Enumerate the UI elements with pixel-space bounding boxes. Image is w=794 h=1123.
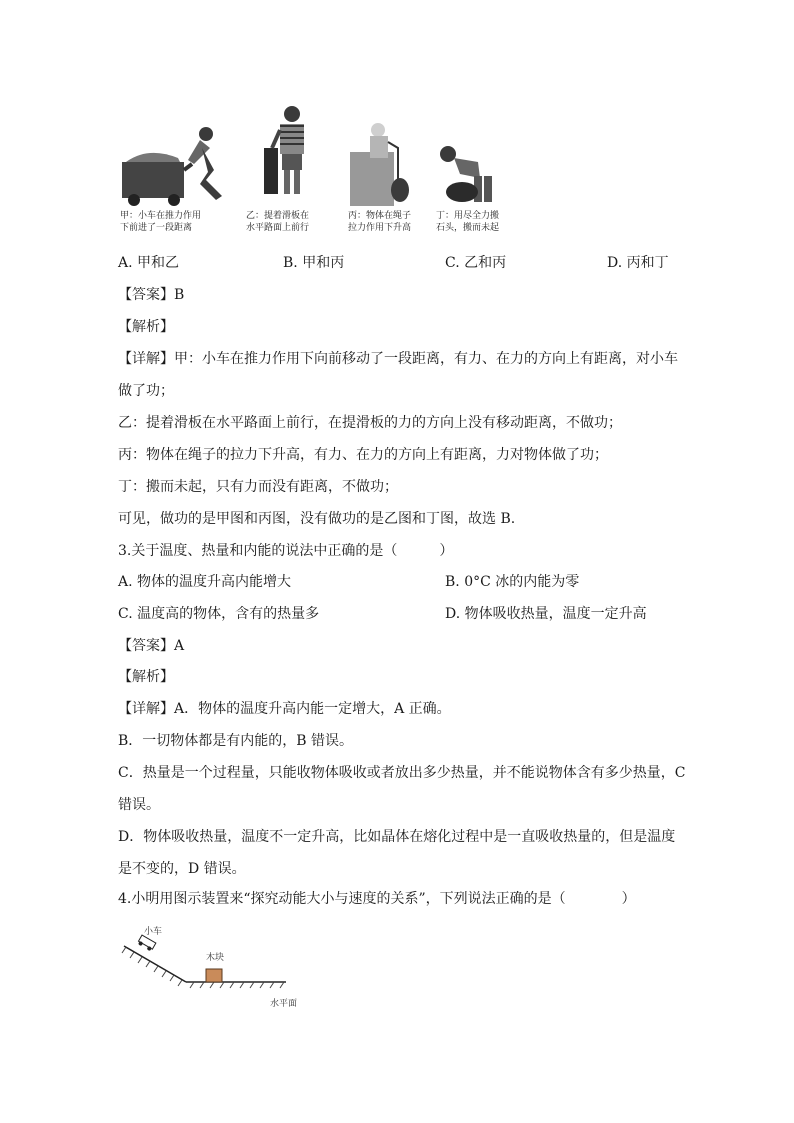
q2-analysis-heading: 【解析】 — [118, 319, 174, 335]
q2-option-d: D. 丙和丁 — [607, 255, 669, 271]
q2-detail-line: 丁：搬而未起，只有力而没有距离，不做功； — [118, 479, 398, 495]
q2-detail-line: 可见，做功的是甲图和丙图，没有做功的是乙图和丁图，故选 B. — [118, 511, 516, 527]
q3-detail-line: 是不变的，D 错误。 — [118, 861, 246, 877]
q2-option-c: C. 乙和丙 — [445, 255, 507, 271]
q3-analysis-heading: 【解析】 — [118, 669, 174, 685]
cart-icon — [137, 935, 156, 952]
label-ground: 水平面 — [270, 999, 298, 1009]
q3-option-d: D. 物体吸收热量，温度一定升高 — [445, 606, 647, 622]
scene-lifting-stone — [436, 144, 500, 206]
q2-option-b: B. 甲和丙 — [283, 255, 345, 271]
caption-yi: 乙：提着滑板在 水平路面上前行 — [246, 211, 310, 233]
q3-detail-line: 【详解】A．物体的温度升高内能一定增大，A 正确。 — [118, 701, 451, 717]
q3-option-a: A. 物体的温度升高内能增大 — [118, 574, 292, 590]
q3-detail-line: C．热量是一个过程量，只能收物体吸收或者放出多少热量，并不能说物体含有多少热量，C — [118, 765, 686, 781]
q3-stem: 3.关于温度、热量和内能的说法中正确的是（ ） — [118, 543, 454, 559]
q2-detail-line: 做了功； — [118, 383, 174, 399]
wood-block-icon — [206, 969, 222, 982]
q2-option-a: A. 甲和乙 — [118, 255, 180, 271]
q4-stem: 4.小明用图示装置来“探究动能大小与速度的关系”，下列说法正确的是（ ） — [118, 891, 636, 907]
q3-option-b: B. 0°C 冰的内能为零 — [445, 574, 580, 590]
q2-answer: 【答案】B — [118, 287, 185, 303]
scene-pushing-cart — [118, 118, 238, 208]
caption-bing: 丙：物体在绳子 拉力作用下升高 — [348, 211, 412, 233]
q3-answer: 【答案】A — [118, 638, 185, 654]
label-block: 木块 — [206, 953, 225, 963]
q2-detail-line: 丙：物体在绳子的拉力下升高，有力、在力的方向上有距离，力对物体做了功； — [118, 447, 608, 463]
q2-detail-line: 乙：提着滑板在水平路面上前行，在提滑板的力的方向上没有移动距离，不做功； — [118, 415, 622, 431]
scene-carrying-skateboard — [256, 104, 328, 200]
q2-detail-line: 【详解】甲：小车在推力作用下向前移动了一段距离，有力、在力的方向上有距离，对小车 — [118, 351, 678, 367]
work-scenes-figure — [118, 104, 698, 244]
q3-option-c: C. 温度高的物体，含有的热量多 — [118, 606, 320, 622]
incline-apparatus-figure — [118, 922, 318, 1012]
caption-ding: 丁：用尽全力搬 石头，搬而未起 — [436, 211, 500, 233]
q3-detail-line: D．物体吸收热量，温度不一定升高，比如晶体在熔化过程中是一直吸收热量的，但是温度 — [118, 829, 676, 845]
label-cart: 小车 — [144, 927, 163, 937]
q3-detail-line: B．一切物体都是有内能的，B 错误。 — [118, 733, 354, 749]
caption-jia: 甲：小车在推力作用 下前进了一段距离 — [120, 211, 202, 233]
scene-lifting-rope — [348, 122, 424, 206]
q3-detail-line: 错误。 — [118, 797, 160, 813]
